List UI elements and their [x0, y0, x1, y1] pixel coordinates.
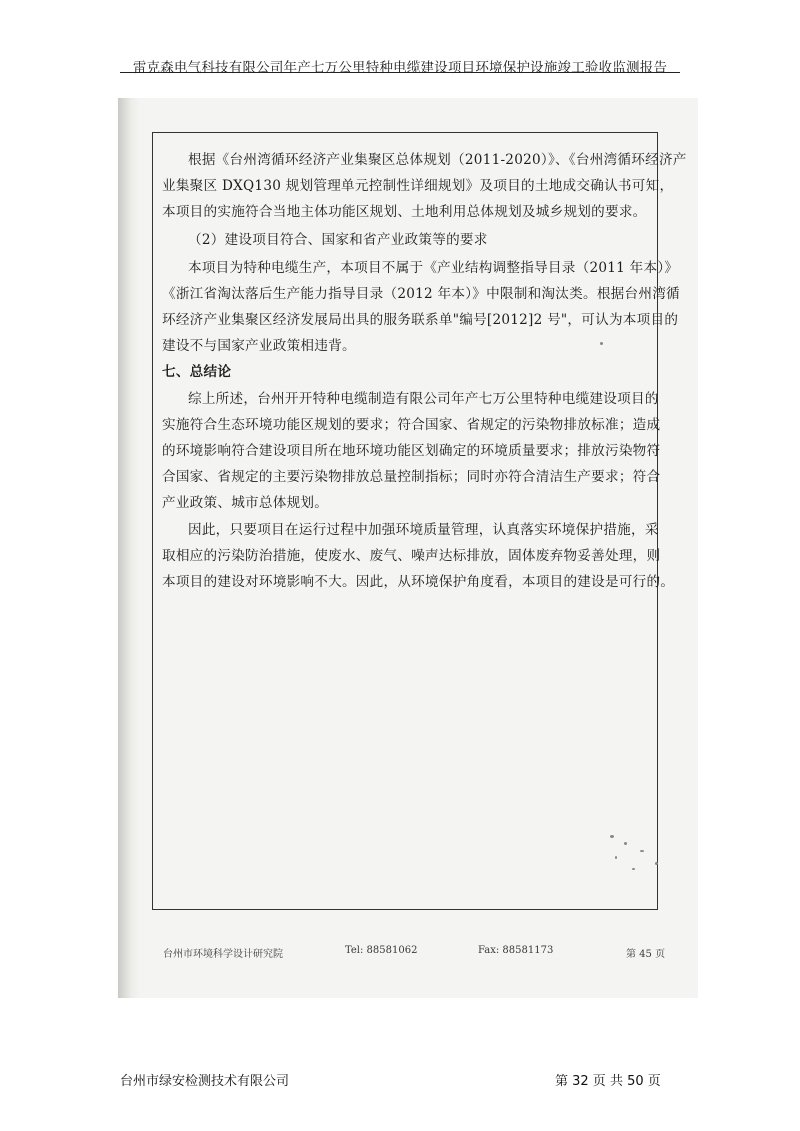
body-line: 实施符合生态环境功能区规划的要求；符合国家、省规定的污染物排放标准；造成 [162, 417, 661, 433]
scan-edge-shadow [118, 98, 140, 998]
body-line: 的环境影响符合建设项目所在地环境功能区划确定的环境质量要求；排放污染物符 [162, 443, 661, 459]
body-line: 建设不与国家产业政策相违背。 [162, 338, 356, 354]
institute-tel: Tel: 88581062 [345, 945, 418, 956]
body-line: 综上所述，台州开开特种电缆制造有限公司年产七万公里特种电缆建设项目的 [188, 391, 659, 407]
body-line: 因此，只要项目在运行过程中加强环境质量管理，认真落实环境保护措施，采 [188, 522, 659, 538]
body-line: 本项目为特种电缆生产，本项目不属于《产业结构调整指导目录（2011 年本）》 [188, 260, 679, 276]
section-heading: 七、总结论 [162, 364, 232, 380]
report-title: 雷克森电气科技有限公司年产七万公里特种电缆建设项目环境保护设施竣工验收监测报告 [132, 60, 668, 76]
body-line: 本项目的实施符合当地主体功能区规划、土地利用总体规划及城乡规划的要求。 [162, 204, 647, 220]
scan-speck [640, 850, 644, 852]
body-line: 合国家、省规定的主要污染物排放总量控制指标；同时亦符合清洁生产要求；符合 [162, 469, 661, 485]
scan-speck [624, 842, 627, 845]
body-line: 业集聚区 DXQ130 规划管理单元控制性详细规划》及项目的土地成交确认书可知， [162, 178, 674, 194]
company-name: 台州市绿安检测技术有限公司 [120, 1074, 290, 1089]
body-line: 产业政策、城市总体规划。 [162, 495, 329, 511]
institute-name: 台州市环境科学设计研究院 [163, 949, 283, 960]
inner-page-number: 第 45 页 [626, 949, 666, 960]
institute-fax: Fax: 88581173 [478, 945, 554, 956]
scan-speck [632, 868, 635, 870]
page-number: 第 32 页 共 50 页 [555, 1074, 661, 1089]
body-line: 本项目的建设对环境影响不大。因此，从环境保护角度看，本项目的建设是可行的。 [162, 574, 675, 590]
header-divider [120, 72, 680, 73]
section-heading: （2）建设项目符合、国家和省产业政策等的要求 [188, 232, 488, 248]
scan-speck [655, 862, 658, 865]
body-line: 根据《台州湾循环经济产业集聚区总体规划（2011-2020）》、《台州湾循环经济产 [188, 152, 687, 168]
body-line: 环经济产业集聚区经济发展局出具的服务联系单"编号[2012]2 号"，可认为本项目的 [162, 312, 679, 328]
scan-speck [600, 342, 603, 345]
body-line: 取相应的污染防治措施，使废水、废气、噪声达标排放，固体废弃物妥善处理，则 [162, 548, 661, 564]
scan-speck [615, 856, 617, 859]
body-line: 《浙江省淘汰落后生产能力指导目录（2012 年本）》中限制和淘汰类。根据台州湾循 [162, 286, 680, 302]
scan-speck [610, 835, 614, 838]
